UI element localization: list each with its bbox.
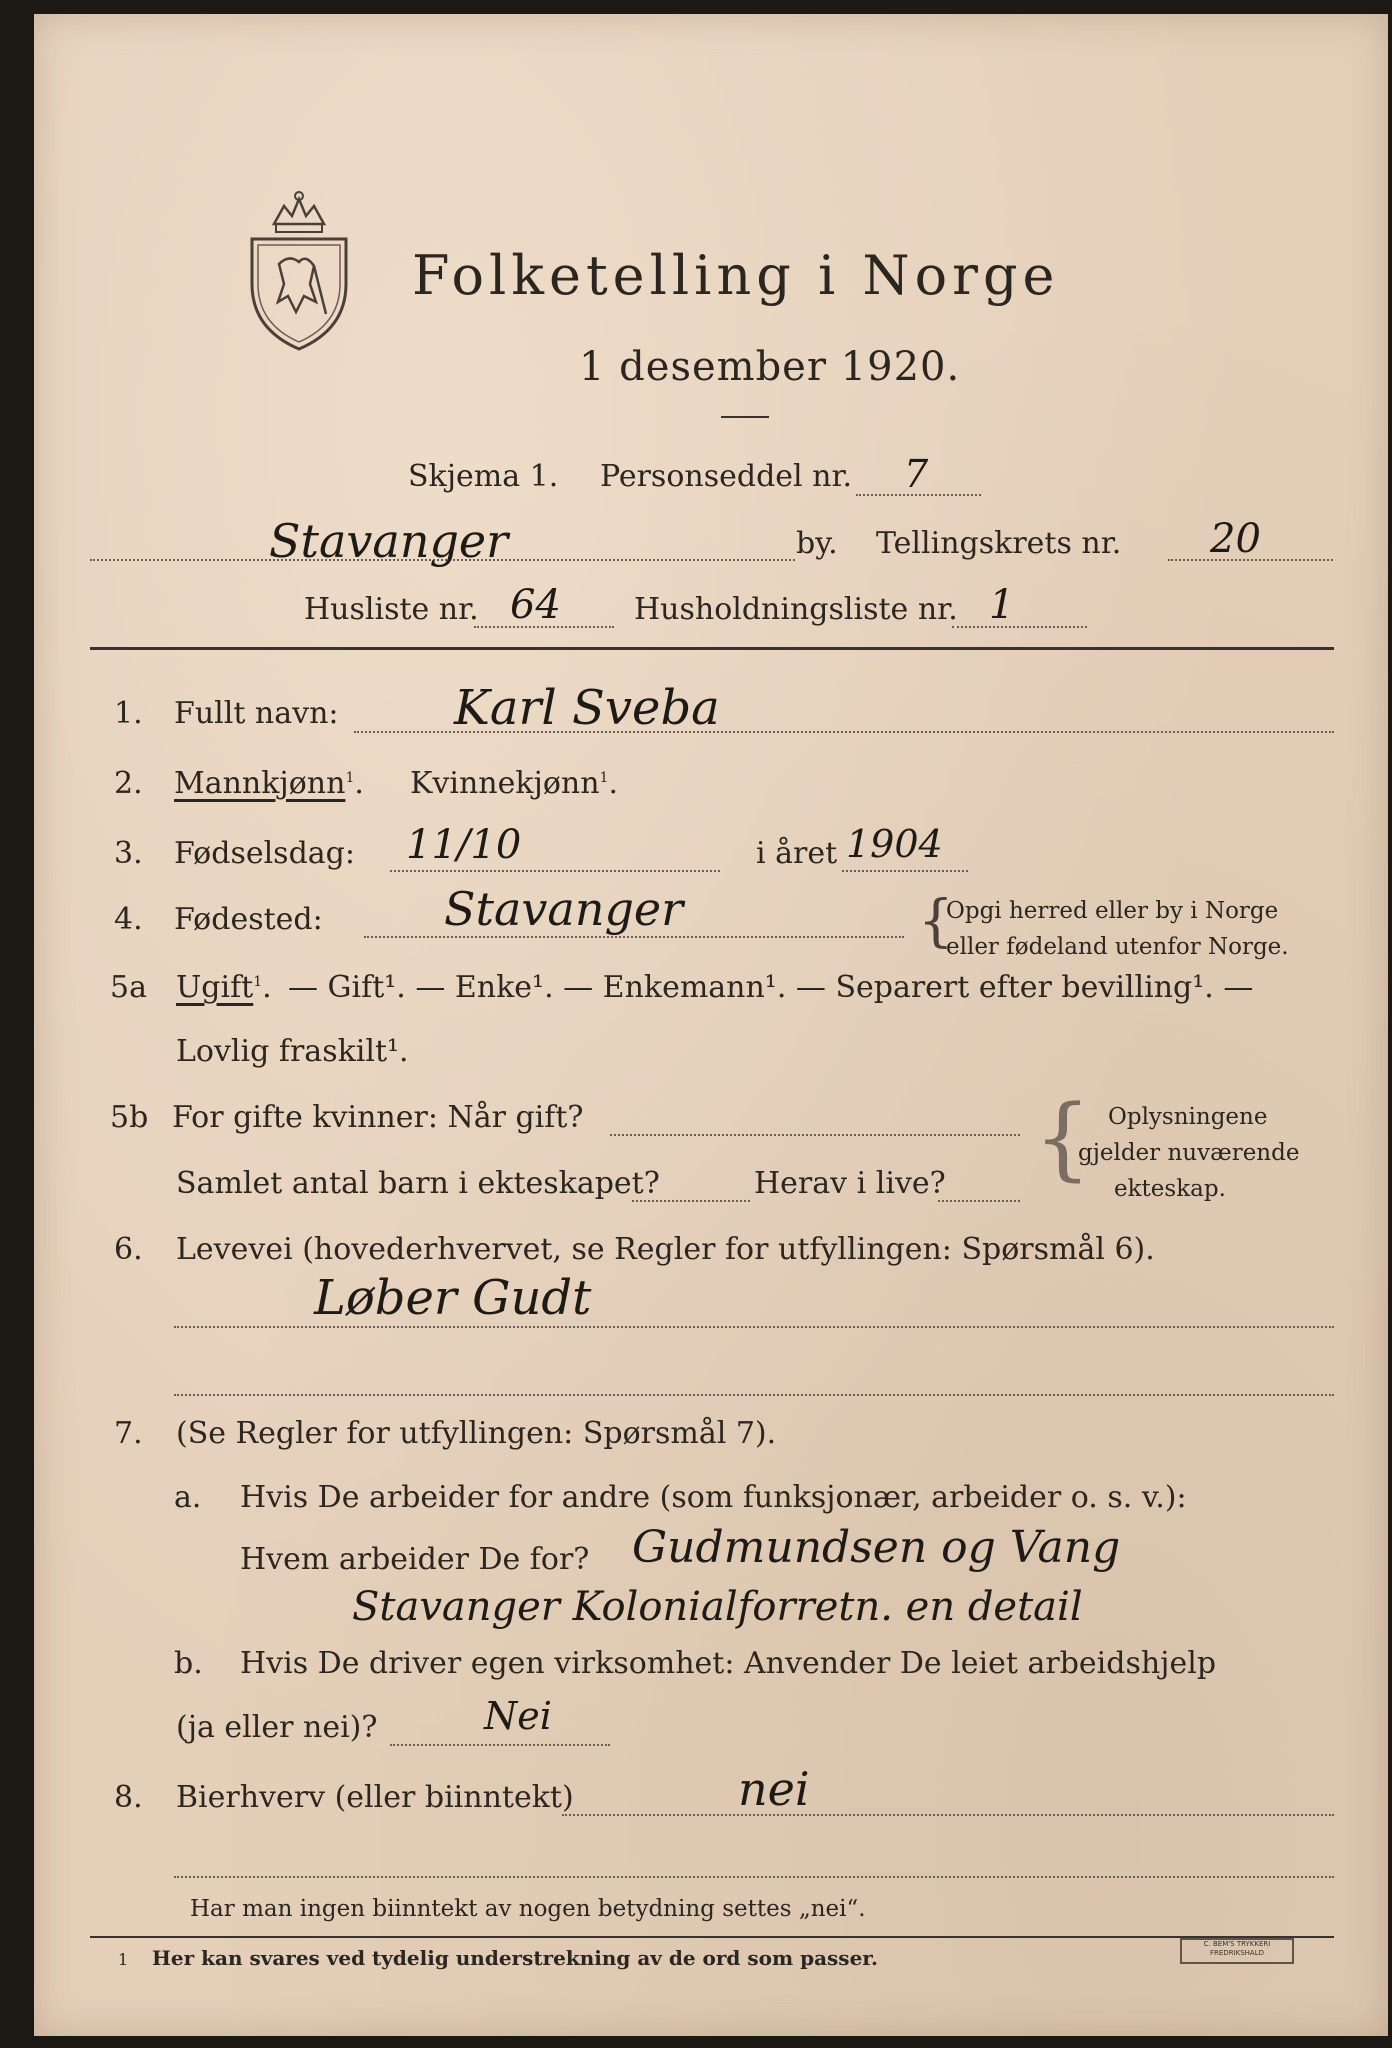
- tellingskrets-value[interactable]: 20: [1210, 516, 1261, 562]
- footnote-marker: 1: [118, 1950, 129, 1969]
- q5b-note-line2: gjelder nuværende: [1078, 1140, 1300, 1166]
- side-income-value[interactable]: nei: [738, 1762, 810, 1816]
- husliste-value[interactable]: 64: [510, 582, 561, 628]
- employer-value[interactable]: Gudmundsen og Vang: [632, 1522, 1121, 1573]
- q5a-fraskilt-option[interactable]: Lovlig fraskilt¹.: [176, 1034, 409, 1069]
- q3-label: Fødselsdag:: [174, 836, 355, 871]
- q4-label: Fødested:: [174, 902, 323, 937]
- q1-number: 1.: [114, 696, 143, 731]
- q5b-number: 5b: [110, 1100, 149, 1135]
- side-income-note: Har man ingen biinntekt av nogen betydning settes „nei“.: [190, 1896, 866, 1922]
- city-value[interactable]: Stavanger: [269, 514, 509, 568]
- personseddel-value[interactable]: 7: [904, 452, 929, 496]
- q5b-alive-label: Herav i live?: [754, 1166, 946, 1201]
- q7a-line2: Hvem arbeider De for?: [240, 1542, 590, 1577]
- q7a-line1: Hvis De arbeider for andre (som funksjonær, arbeider o. s. v.):: [240, 1480, 1187, 1515]
- footnote-text: Her kan svares ved tydelig understrekning av de ord som passer.: [152, 1946, 878, 1970]
- q8-label: Bierhverv (eller biinntekt): [176, 1780, 574, 1815]
- printer-stamp: [1180, 1938, 1294, 1964]
- form-title: Folketelling i Norge: [412, 244, 1060, 307]
- q7a-letter: a.: [174, 1480, 202, 1515]
- q5a-ugift-option[interactable]: Ugift$^1$.: [176, 970, 272, 1005]
- q1-label: Fullt navn:: [174, 696, 339, 731]
- q5b-note-line1: Oplysningene: [1108, 1104, 1268, 1130]
- employer-business-value[interactable]: Stavanger Kolonialforretn. en detail: [352, 1584, 1083, 1630]
- q5b-brace: {: [1034, 1086, 1092, 1191]
- printer-stamp-line2: FREDRIKSHALD: [1209, 1949, 1264, 1957]
- full-name-value[interactable]: Karl Sveba: [454, 680, 720, 736]
- skjema-label: Skjema 1.: [408, 459, 559, 494]
- husholdningsliste-value[interactable]: 1: [989, 582, 1015, 628]
- q4-note-line2: eller fødeland utenfor Norge.: [946, 934, 1289, 960]
- husholdningsliste-label: Husholdningsliste nr.: [634, 592, 958, 627]
- norwegian-coat-of-arms-icon: [244, 184, 354, 354]
- q5b-note-line3: ekteskap.: [1114, 1176, 1226, 1202]
- birthplace-value[interactable]: Stavanger: [444, 882, 684, 936]
- q7-number: 7.: [114, 1416, 143, 1451]
- q5b-label: For gifte kvinner: Når gift?: [172, 1100, 584, 1135]
- q7b-letter: b.: [174, 1646, 203, 1681]
- personseddel-label: Personseddel nr.: [600, 459, 853, 494]
- q3-year-label: i året: [756, 836, 838, 871]
- q7b-line2: (ja eller nei)?: [176, 1710, 378, 1745]
- q6-label: Levevei (hovederhvervet, se Regler for utfyllingen: Spørsmål 6).: [176, 1232, 1155, 1267]
- q2-male-text: Mannkjønn: [174, 766, 346, 801]
- q5b-children-label: Samlet antal barn i ekteskapet?: [176, 1166, 660, 1201]
- q2-female-option[interactable]: Kvinnekjønn$^1$.: [410, 766, 619, 801]
- header-divider: [90, 647, 1334, 650]
- q8-number: 8.: [114, 1780, 143, 1815]
- by-label: by.: [796, 526, 838, 561]
- q4-note-line1: Opgi herred eller by i Norge: [946, 898, 1279, 924]
- q2-female-text: Kvinnekjønn: [410, 766, 600, 801]
- q5a-number: 5a: [110, 970, 147, 1005]
- hired-help-value[interactable]: Nei: [484, 1694, 552, 1738]
- q2-male-option[interactable]: Mannkjønn$^1$.: [174, 766, 364, 801]
- q6-number: 6.: [114, 1232, 143, 1267]
- q5a-other-options[interactable]: — Gift¹. — Enke¹. — Enkemann¹. — Separert efter bevilling¹. —: [288, 970, 1254, 1005]
- printer-stamp-line1: C. BEM'S TRYKKERI: [1203, 1940, 1271, 1948]
- q7-label: (Se Regler for utfyllingen: Spørsmål 7).: [176, 1416, 777, 1451]
- birth-year-value[interactable]: 1904: [846, 822, 943, 866]
- footer-divider: [90, 1936, 1334, 1938]
- q5a-ugift-text: Ugift: [176, 970, 254, 1005]
- q2-number: 2.: [114, 766, 143, 801]
- census-date: 1 desember 1920.: [579, 344, 961, 390]
- tellingskrets-label: Tellingskrets nr.: [876, 526, 1122, 561]
- occupation-value[interactable]: Løber Gudt: [314, 1270, 592, 1326]
- census-form-sheet: [34, 14, 1388, 2036]
- husliste-label: Husliste nr.: [304, 592, 479, 627]
- q4-brace: {: [918, 889, 954, 954]
- title-separator: [721, 416, 769, 418]
- q7b-line1: Hvis De driver egen virksomhet: Anvender De leiet arbeidshjelp: [240, 1646, 1217, 1681]
- q4-number: 4.: [114, 902, 143, 937]
- q3-number: 3.: [114, 836, 143, 871]
- birthday-value[interactable]: 11/10: [406, 822, 522, 868]
